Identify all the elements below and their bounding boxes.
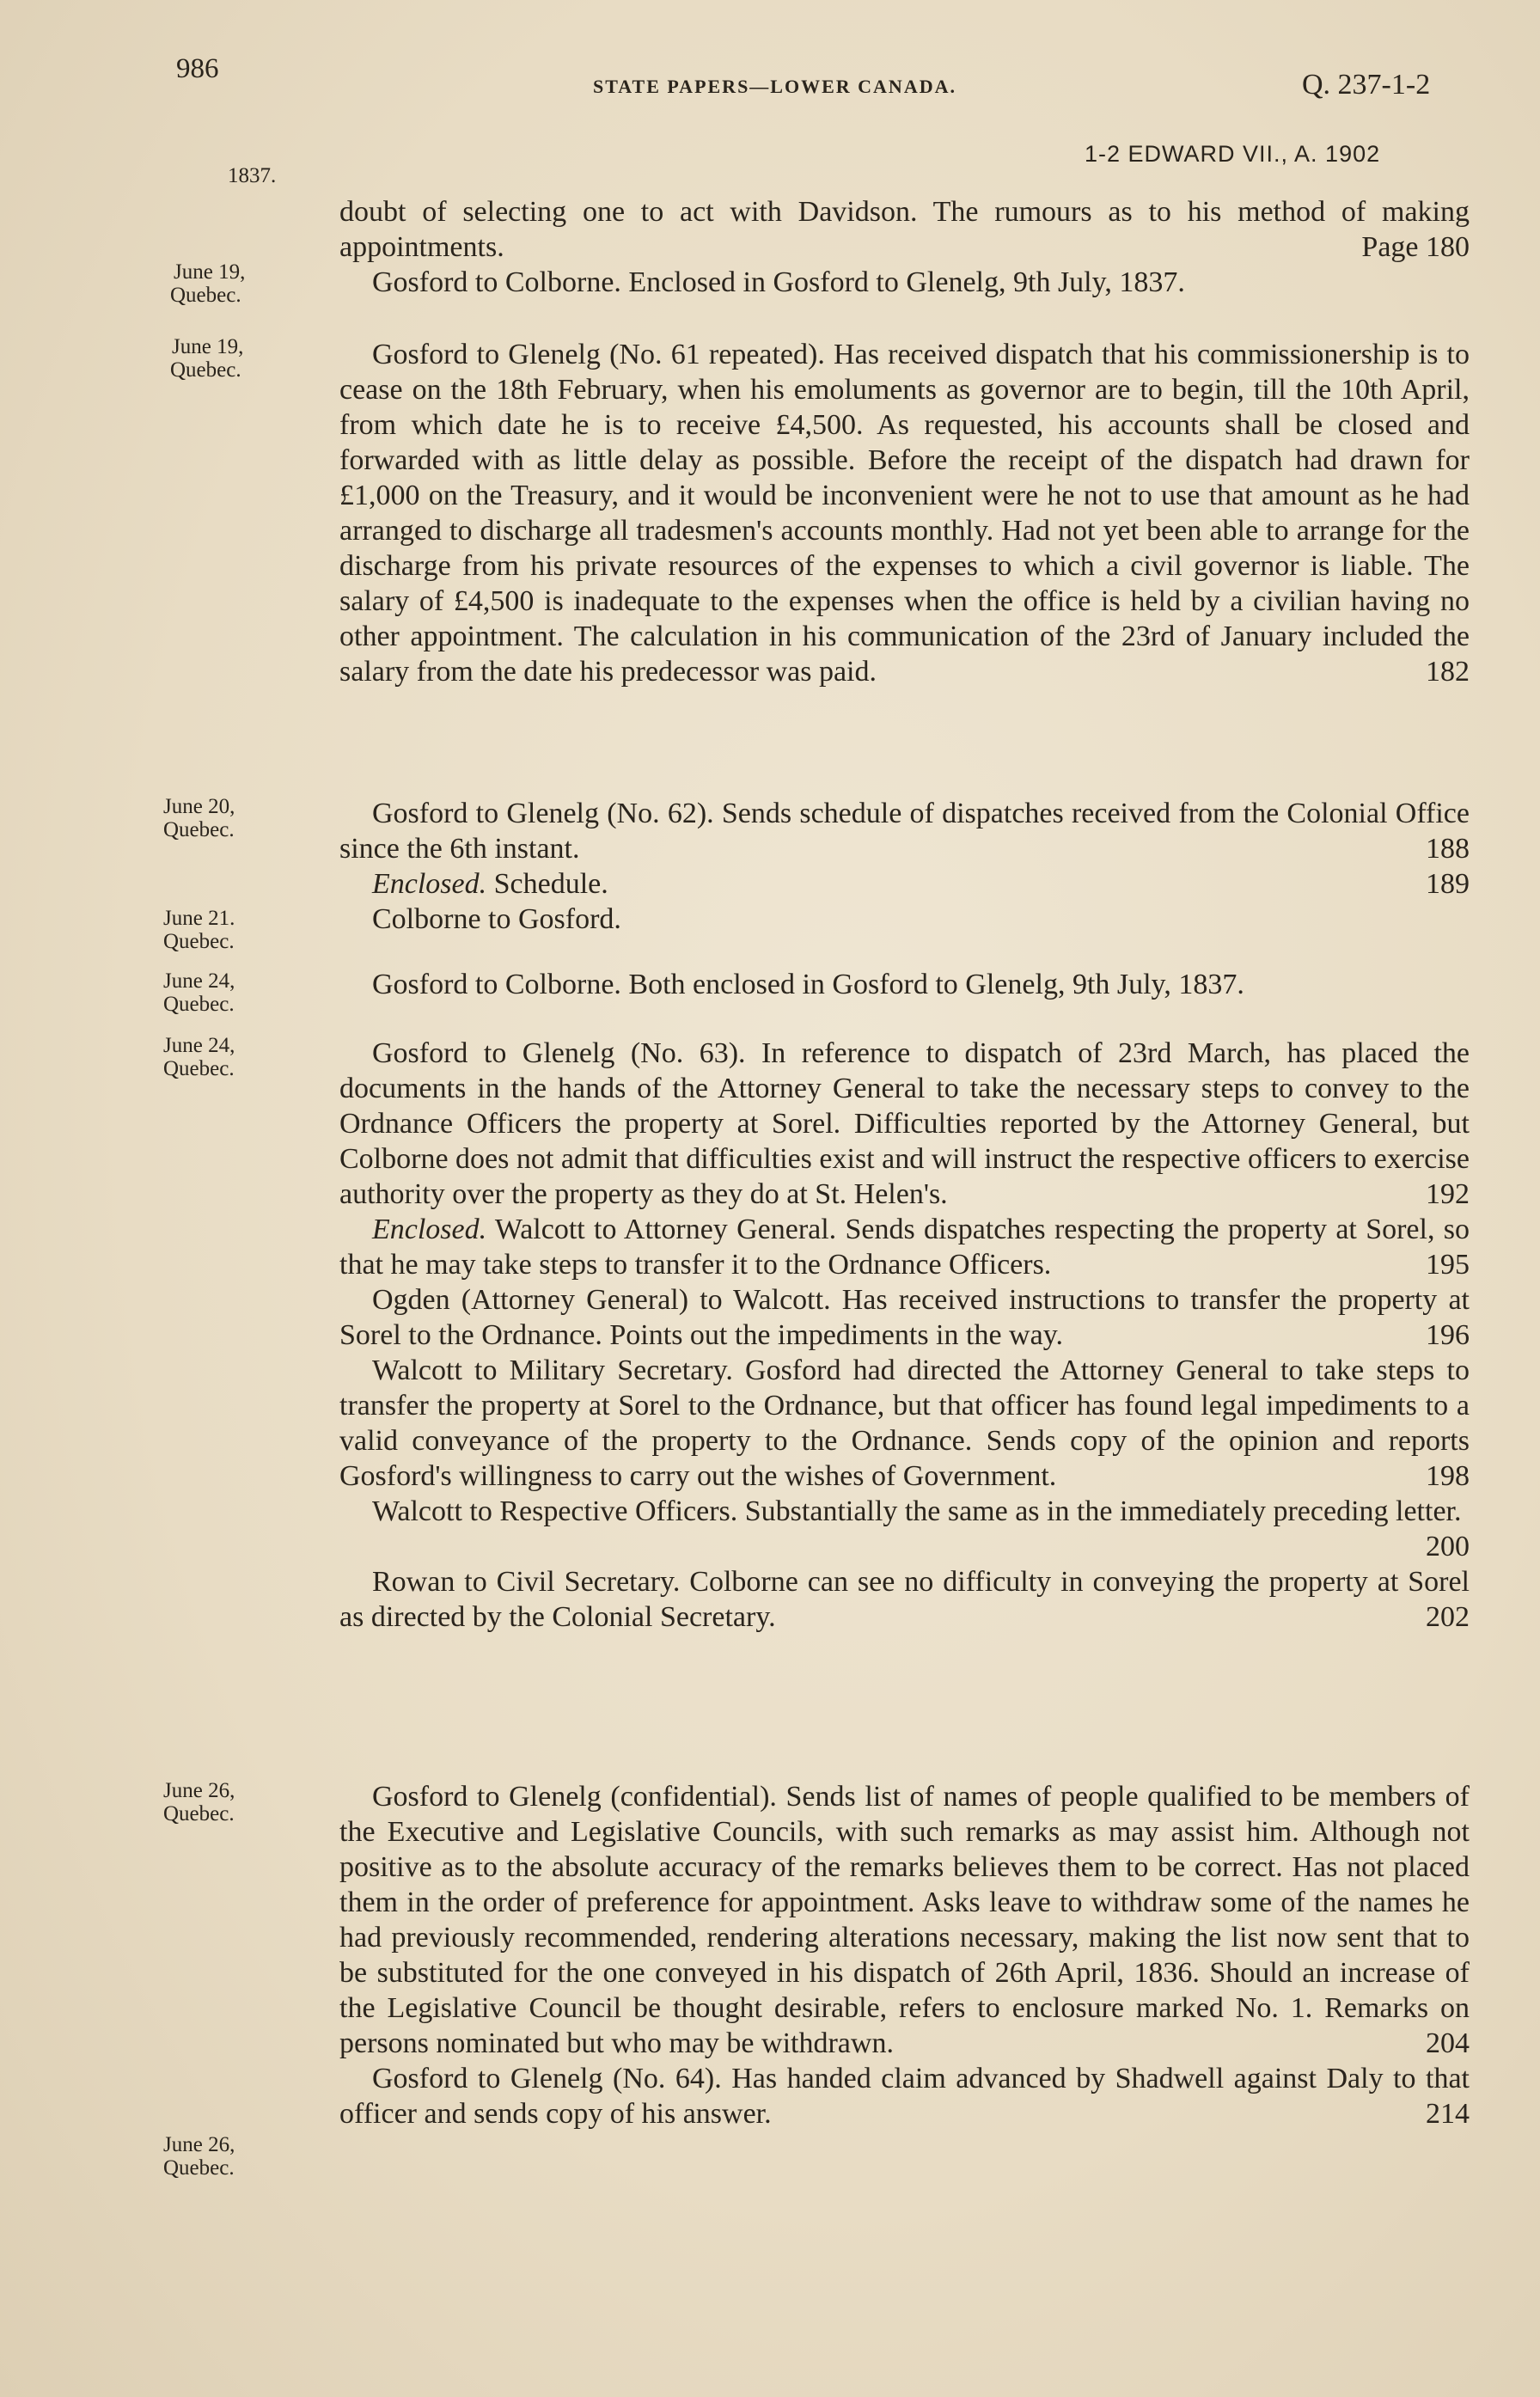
entry [339, 1564, 1470, 1635]
margin-date-place: Quebec. [163, 1802, 235, 1825]
entry-text: Gosford to Glenelg (confidential). Sends list of names of people qualified to be members of the Executive and Legislative Councils, with such remarks as may assist him. Although not positive as to the absolute accuracy of the remarks believes them to be correct. Has not placed them in the order of preference for appointment. Asks leave to withdraw some of the names he had previously recommended, rendering alterations necessary, making the list now sent that to be substituted for the one conveyed in his dispatch of 26th April, 1836. Should an increase of the Legislative Council be thought desirable, refers to enclosure marked No. 1. Remarks on persons nominated but who may be withdrawn. [339, 1781, 1470, 2059]
entry [339, 2061, 1470, 2131]
margin-date-day: June 24, [163, 969, 235, 993]
margin-date [163, 2133, 309, 2180]
margin-date-day: June 21. [163, 907, 235, 930]
entry-text: Walcott to Attorney General. Sends dispatches respecting the property at Sorel, so that he may take steps to transfer it to the Ordnance Officers. [339, 1214, 1470, 1281]
entry-text: Schedule. [493, 868, 608, 900]
margin-date-day: June 24, [163, 1034, 235, 1057]
margin-date [163, 969, 309, 1016]
enclosed-label: Enclosed. [372, 1214, 487, 1245]
calendar-body [339, 1036, 1470, 1635]
entry-text: Walcott to Respective Officers. Substantially the same as in the immediately preceding letter. [372, 1495, 1462, 1527]
entry-text: Colborne to Gosford. [372, 903, 621, 935]
page-reference: 182 [1426, 656, 1470, 688]
entry [339, 1212, 1470, 1282]
page-reference: Page 180 [1361, 231, 1470, 263]
entry-text: Walcott to Military Secretary. Gosford had directed the Attorney General to take steps to transfer the property at Sorel to the Ordnance, but that officer has found legal impediments to a valid conveyance of the property to the Ordnance. Sends copy of the opinion and reports Gosford's willingness to carry out the wishes of Government. [339, 1354, 1470, 1492]
page-reference: 195 [1426, 1249, 1470, 1281]
series-code: Q. 237-1-2 [1302, 69, 1431, 101]
margin-date [163, 907, 309, 953]
margin-date [163, 795, 309, 841]
page-reference: 198 [1426, 1460, 1470, 1492]
page-reference: 200 [1426, 1531, 1470, 1562]
margin-date-place: Quebec. [163, 993, 235, 1016]
calendar-body [339, 194, 1470, 300]
margin-date-place: Quebec. [163, 1057, 235, 1080]
year-label: 1837. [228, 164, 277, 187]
page-reference: 188 [1426, 833, 1470, 865]
entry-text: Gosford to Glenelg (No. 61 repeated). Has received dispatch that his commissionership is to cease on the 18th February, when his emoluments as governor are to begin, till the 10th April, from which date he is to receive £4,500. As requested, his accounts shall be closed and forwarded with as little delay as possible. Before the receipt of the dispatch had drawn for £1,000 on the Treasury, and it would be inconvenient were he not to use that amount as he had arranged to discharge all tradesmen's accounts monthly. Had not yet been able to arrange for the discharge from his private resources of the expenses to which a civil governor is liable. The salary of £4,500 is inadequate to the expenses when the office is held by a civilian having no other appointment. The calculation in his communication of the 23rd of January included the salary from the date his predecessor was paid. [339, 339, 1470, 688]
page-number: 986 [176, 53, 219, 84]
entry [339, 967, 1470, 1002]
margin-date-place: Quebec. [163, 2156, 235, 2180]
entry [339, 902, 1470, 937]
edition-line: 1-2 EDWARD VII., A. 1902 [1085, 141, 1381, 167]
margin-date-day: June 26, [163, 2133, 235, 2156]
entry-text: doubt of selecting one to act with Davidson. The rumours as to his method of making appointments. [339, 196, 1470, 263]
entry [339, 1036, 1470, 1212]
entry-text: Gosford to Glenelg (No. 63). In reference to dispatch of 23rd March, has placed the documents in the hands of the Attorney General to take the necessary steps to convey to the Ordnance Officers the property at Sorel. Difficulties reported by the Attorney General, but Colborne does not admit that difficulties exist and will instruct the respective officers to exercise authority over the property as they do at St. Helen's. [339, 1037, 1470, 1210]
margin-date [163, 260, 309, 307]
calendar-body [339, 967, 1470, 1002]
page-reference: 192 [1426, 1178, 1470, 1210]
page-reference: 202 [1426, 1601, 1470, 1633]
entry [339, 866, 1470, 902]
entry [339, 194, 1470, 265]
margin-date [163, 335, 309, 382]
entry [339, 1494, 1470, 1564]
margin-date-day: June 26, [163, 1779, 235, 1802]
entry-text: Gosford to Glenelg (No. 64). Has handed claim advanced by Shadwell against Daly to that officer and sends copy of his answer. [339, 2063, 1470, 2130]
entry-text: Ogden (Attorney General) to Walcott. Has received instructions to transfer the property at Sorel to the Ordnance. Points out the impediments in the way. [339, 1284, 1470, 1351]
page-reference: 214 [1426, 2098, 1470, 2130]
page-reference: 204 [1426, 2027, 1470, 2059]
margin-date-place: Quebec. [170, 358, 241, 382]
margin-date [163, 1034, 309, 1080]
enclosed-label: Enclosed. [372, 868, 487, 900]
calendar-body [339, 337, 1470, 689]
entry-text: Gosford to Colborne. Both enclosed in Gosford to Glenelg, 9th July, 1837. [372, 969, 1244, 1000]
entry [339, 265, 1470, 300]
calendar-body [339, 1779, 1470, 2131]
margin-date-place: Quebec. [163, 818, 235, 841]
entry [339, 337, 1470, 689]
entry-text: Gosford to Colborne. Enclosed in Gosford to Glenelg, 9th July, 1837. [372, 266, 1185, 298]
page-reference: 196 [1426, 1319, 1470, 1351]
margin-date-place: Quebec. [170, 284, 241, 307]
margin-date-place: Quebec. [163, 930, 235, 953]
page-reference: 189 [1426, 868, 1470, 900]
entry [339, 796, 1470, 866]
entry-text: Gosford to Glenelg (No. 62). Sends schedule of dispatches received from the Colonial Office since the 6th instant. [339, 798, 1470, 865]
margin-date [163, 1779, 309, 1825]
calendar-body [339, 796, 1470, 937]
entry-text: Rowan to Civil Secretary. Colborne can see no difficulty in conveying the property at Sorel as directed by the Colonial Secretary. [339, 1566, 1470, 1633]
margin-date-day: June 20, [163, 795, 235, 818]
entry [339, 1282, 1470, 1353]
entry [339, 1353, 1470, 1494]
margin-date-day: June 19, [172, 335, 244, 358]
margin-date-day: June 19, [174, 260, 246, 284]
entry [339, 1779, 1470, 2061]
running-title: STATE PAPERS—LOWER CANADA. [593, 76, 956, 97]
